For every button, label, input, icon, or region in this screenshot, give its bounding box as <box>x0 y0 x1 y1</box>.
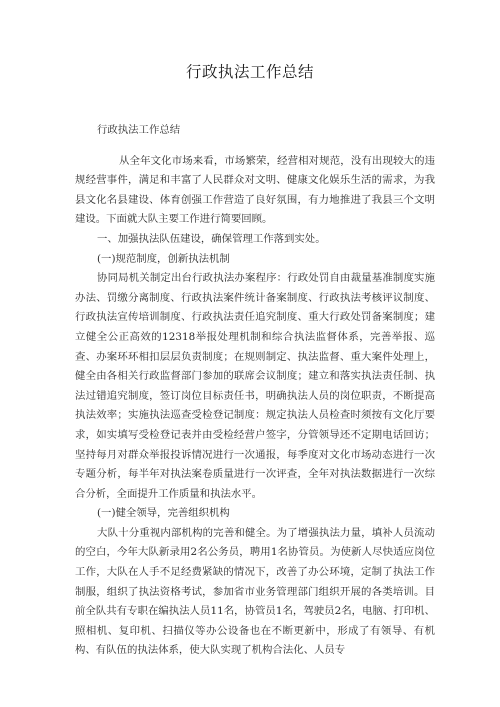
document-title: 行政执法工作总结 <box>185 63 314 81</box>
subsection-heading-1: (一)规范制度，创新执法机制 <box>97 252 230 265</box>
section-heading-1: 一、加强执法队伍建设，确保管理工作落到实处。 <box>97 232 326 245</box>
document-subtitle: 行政执法工作总结 <box>97 124 181 136</box>
document-body <box>75 121 435 661</box>
paragraph-procedures: 协同局机关制定出台行政执法办案程序：行政处罚自由裁量基准制度实施办法、罚缴分离制度、行政执法案件统计备案制度、行政执法考核评议制度、行政执法宣传培训制度、行政执法责任追究制度、重大行政处罚备案制度；建立健全公正高效的12318举报处理机制和综合执法监督体系，完善举报、巡查、办案环环相扣层层负责制度；在规则制定、执法监督、重大案件处理上，健全由各相关行政监督部门参加的联席会议制度；建立和落实执法责任制、执法过错追究制度，签订岗位目标责任书，明确执法人员的岗位职责，不断提高执法效率；实施执法巡查受检登记制度：规定执法人员检查时须按有文化厅要求，如实填写受检登记表并由受检经营户签字，分管领导还不定期电话回访；坚持每月对群众举报投诉情况进行一次通报，每季度对文化市场动态进行一次专题分析，每半年对执法案卷质量进行一次评查，全年对执法数据进行一次综合分析，全面提升工作质量和执法水平。 <box>75 272 435 500</box>
subsection-heading-2: (一)健全领导，完善组织机构 <box>97 507 230 520</box>
paragraph-organization: 大队十分重视内部机构的完善和健全。为了增强执法力量，填补人员流动的空白，今年大队新录用2名公务员，聘用1名协管员。为使新人尽快适应岗位工作，大队在人手不足经费紧缺的情况下，改善了办公环境，定制了执法工作制服，组织了执法资格考试，参加省市业务管理部门组织开展的各类培训。目前全队共有专职在编执法人员11名，协管员1名，驾驶员2名，电脑、打印机、照相机、复印机、扫描仪等办公设备也在不断更新中，形成了有领导、有机构、有队伍的执法体系，使大队实现了机构合法化、人员专 <box>75 526 435 657</box>
paragraph-intro: 从全年文化市场来看，市场繁荣，经营相对规范，没有出现较大的违规经营事件，满足和丰富了人民群众对文明、健康文化娱乐生活的需求，为我县文化名县建设、体育创强工作营造了良好氛围，有力地推进了我县三个文明建设。下面就大队主要工作进行简要回顾。 <box>75 154 435 226</box>
